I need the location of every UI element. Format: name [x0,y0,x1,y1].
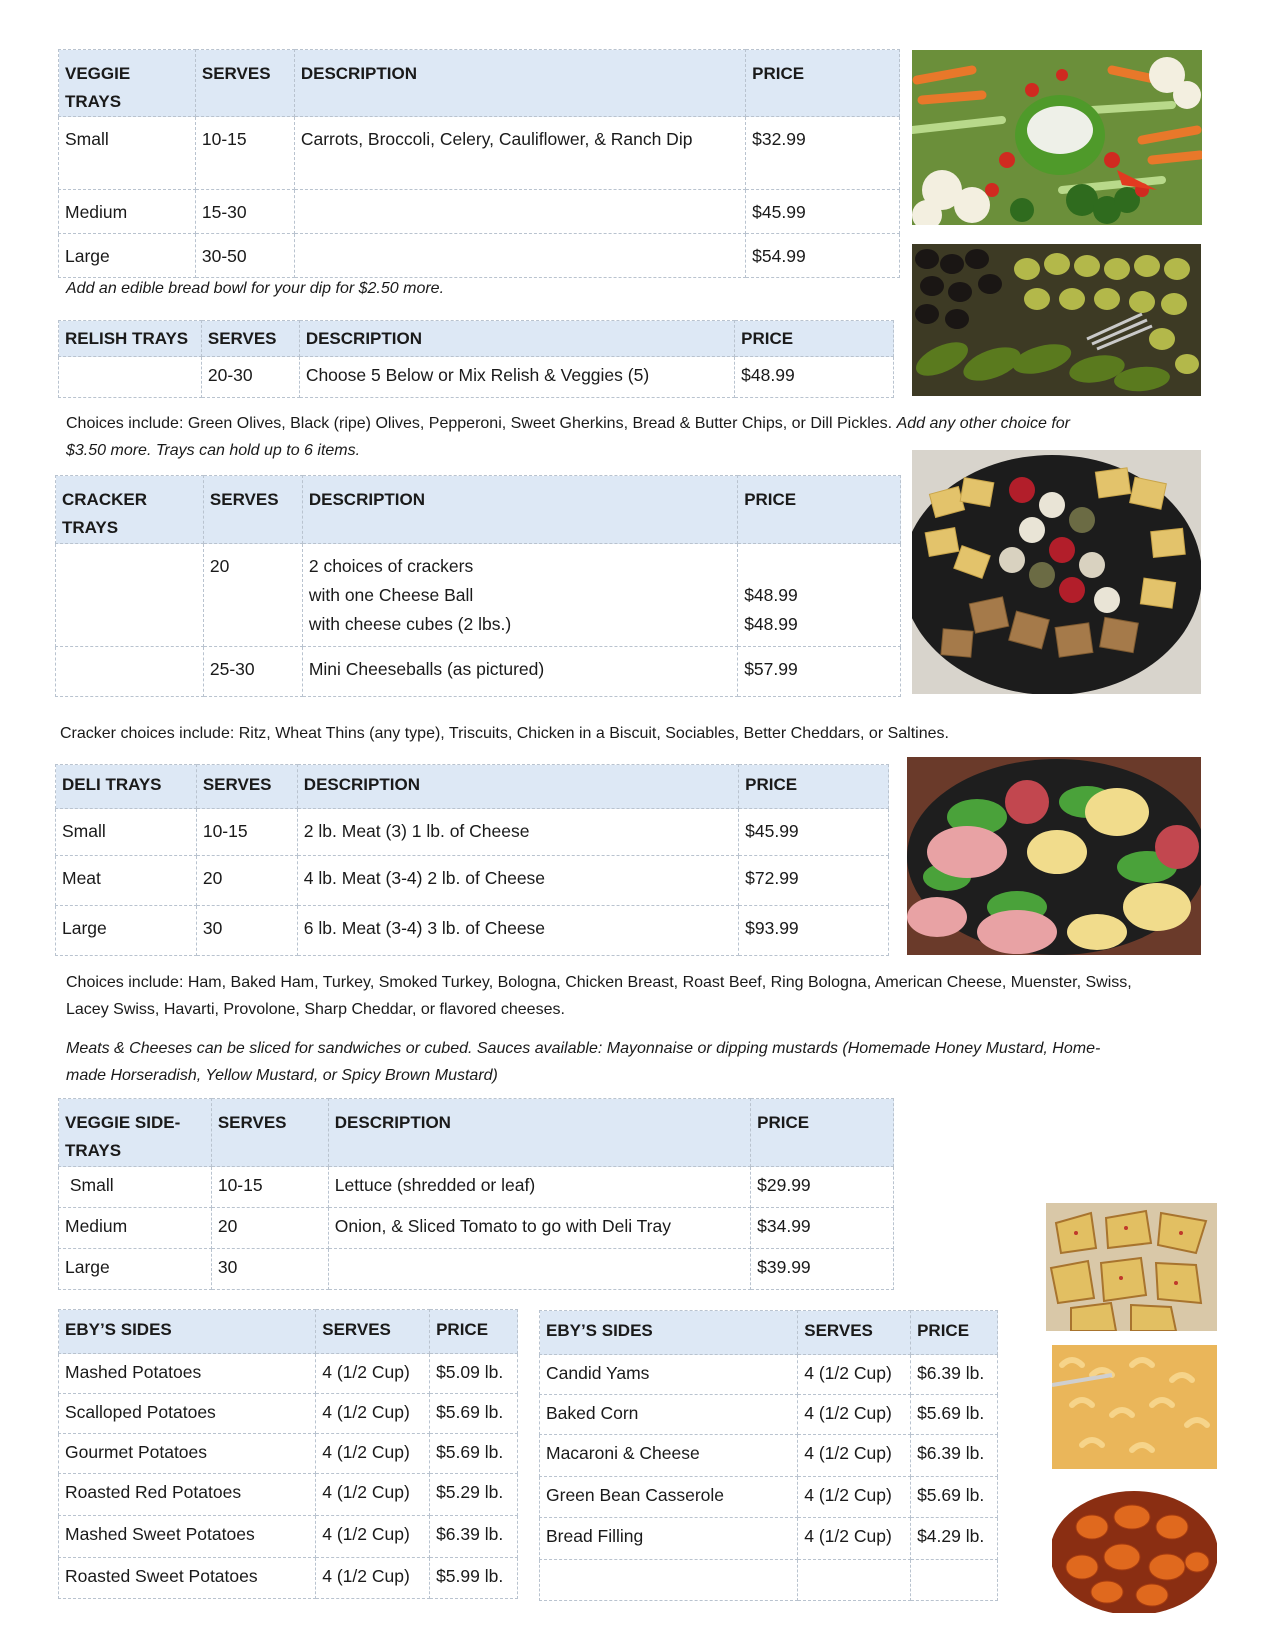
size-cell: Small [59,117,196,190]
price-line: $48.99 [744,614,798,634]
size-cell: Large [59,234,196,278]
table-header-row [59,50,900,117]
cracker-choices-text: Cracker choices include: Ritz, Wheat Thins (any type), Triscuits, Chicken in a Biscuit, Sociables, Better Cheddars, or Saltines. [60,725,949,742]
side-name-cell: Scalloped Potatoes [59,1394,316,1434]
size-cell: Large [56,906,197,956]
column-header: PRICE [735,321,894,357]
table-header-row [540,1311,998,1355]
table-row [59,190,900,234]
side-tray-header-line-1: VEGGIE SIDE- [65,1113,181,1132]
deli-sauces-line: Meats & Cheeses can be sliced for sandwiches or cubed. Sauces available: Mayonnaise or dipping mustards (Homemade Honey Mustard, Home- [66,1040,1101,1057]
side-name-cell: Roasted Red Potatoes [59,1474,316,1516]
column-header: SERVES [316,1310,430,1354]
price-cell: $54.99 [746,234,900,278]
veggie-side-trays-table [58,1098,894,1290]
cracker-header-line-1: CRACKER [62,490,147,509]
price-cell: $45.99 [739,809,889,856]
price-cell: $45.99 [746,190,900,234]
description-cell: 6 lb. Meat (3-4) 3 lb. of Cheese [297,906,738,956]
serves-cell: 4 (1/2 Cup) [798,1477,911,1518]
side-name-cell: Macaroni & Cheese [540,1435,798,1477]
candied-yams-photo [1052,1487,1217,1613]
serves-cell: 4 (1/2 Cup) [316,1474,430,1516]
table-header-row [56,765,889,809]
column-header: VEGGIE TRAYS [59,50,196,117]
deli-choices-line: Lacey Swiss, Havarti, Provolone, Sharp Cheddar, or flavored cheeses. [66,1001,565,1018]
size-cell: Small [59,1167,212,1208]
table-row [540,1355,998,1395]
price-cell [738,544,901,647]
size-cell: Large [59,1249,212,1290]
serves-cell [798,1560,911,1601]
column-header: PRICE [739,765,889,809]
side-name-cell: Gourmet Potatoes [59,1434,316,1474]
column-header: SERVES [195,50,294,117]
description-cell [328,1249,750,1290]
serves-cell: 30-50 [195,234,294,278]
price-cell: $48.99 [735,357,894,398]
veggie-tray-photo [912,50,1202,225]
size-cell [56,647,204,697]
table-header-row [56,476,901,544]
relish-extra-text: Add any other choice for [896,415,1070,432]
relish-tray-photo [912,244,1201,396]
column-header: PRICE [430,1310,518,1354]
serves-cell: 15-30 [195,190,294,234]
table-row [59,357,894,398]
side-name-cell: Candid Yams [540,1355,798,1395]
serves-cell: 20 [196,856,297,906]
serves-cell: 4 (1/2 Cup) [316,1516,430,1558]
column-header: DESCRIPTION [297,765,738,809]
serves-cell: 10-15 [211,1167,328,1208]
relish-trays-table [58,320,894,398]
column-header: DESCRIPTION [299,321,734,357]
table-row [540,1395,998,1435]
serves-cell: 20 [211,1208,328,1249]
deli-choices-note [66,969,1216,1023]
serves-cell: 4 (1/2 Cup) [316,1394,430,1434]
price-cell [911,1560,998,1601]
table-row [59,1167,894,1208]
side-name-cell: Roasted Sweet Potatoes [59,1558,316,1599]
price-cell: $6.39 lb. [911,1355,998,1395]
description-cell: 4 lb. Meat (3-4) 2 lb. of Cheese [297,856,738,906]
cracker-header-line-2: TRAYS [62,518,119,537]
column-header: DESCRIPTION [328,1099,750,1167]
description-cell: Onion, & Sliced Tomato to go with Deli Tray [328,1208,750,1249]
price-cell: $34.99 [751,1208,894,1249]
description-cell: 2 lb. Meat (3) 1 lb. of Cheese [297,809,738,856]
column-header: PRICE [746,50,900,117]
serves-cell: 25-30 [203,647,302,697]
column-header: PRICE [751,1099,894,1167]
table-row [59,117,900,190]
table-header-row [59,1310,518,1354]
column-header: DESCRIPTION [302,476,737,544]
cracker-trays-table [55,475,901,697]
serves-cell: 20 [203,544,302,647]
table-row [59,1249,894,1290]
side-name-cell: Mashed Potatoes [59,1354,316,1394]
table-row [540,1560,998,1601]
price-cell: $5.09 lb. [430,1354,518,1394]
serves-cell: 30 [196,906,297,956]
serves-cell: 4 (1/2 Cup) [798,1435,911,1477]
table-header-row [59,1099,894,1167]
table-row [56,809,889,856]
table-row [540,1518,998,1560]
serves-cell: 30 [211,1249,328,1290]
table-row [56,856,889,906]
price-cell: $39.99 [751,1249,894,1290]
cracker-choices-note [60,720,1190,747]
column-header: DELI TRAYS [56,765,197,809]
price-cell: $57.99 [738,647,901,697]
column-header: SERVES [196,765,297,809]
table-header-row [59,321,894,357]
description-cell [294,234,745,278]
table-row [540,1477,998,1518]
column-header: SERVES [211,1099,328,1167]
price-cell: $5.69 lb. [911,1395,998,1435]
column-header [56,476,204,544]
side-name-cell: Green Bean Casserole [540,1477,798,1518]
table-row [59,1474,518,1516]
price-cell: $5.29 lb. [430,1474,518,1516]
relish-choices-text: Choices include: Green Olives, Black (ripe) Olives, Pepperoni, Sweet Gherkins, Bread & Butter Chips, or Dill Pickles. [66,415,893,432]
column-header: PRICE [738,476,901,544]
table-row [59,1516,518,1558]
table-row [540,1435,998,1477]
table-row [59,1558,518,1599]
price-cell: $5.69 lb. [430,1394,518,1434]
price-cell: $6.39 lb. [430,1516,518,1558]
serves-cell: 4 (1/2 Cup) [316,1558,430,1599]
serves-cell: 4 (1/2 Cup) [798,1395,911,1435]
bread-bowl-note [66,275,444,302]
deli-tray-photo [907,757,1201,955]
table-row [56,906,889,956]
deli-choices-line: Choices include: Ham, Baked Ham, Turkey, Smoked Turkey, Bologna, Chicken Breast, Roast Beef, Ring Bologna, American Cheese, Muenster, Swiss, [66,974,1132,991]
veggie-trays-table [58,49,900,278]
column-header: DESCRIPTION [294,50,745,117]
size-cell: Medium [59,1208,212,1249]
description-cell: Carrots, Broccoli, Celery, Cauliflower, & Ranch Dip [294,117,745,190]
price-cell: $93.99 [739,906,889,956]
size-cell [59,357,202,398]
serves-cell: 10-15 [196,809,297,856]
serves-cell: 4 (1/2 Cup) [316,1434,430,1474]
size-cell: Medium [59,190,196,234]
side-name-cell: Bread Filling [540,1518,798,1560]
column-header: SERVES [201,321,299,357]
serves-cell: 10-15 [195,117,294,190]
table-row [59,1434,518,1474]
serves-cell: 4 (1/2 Cup) [316,1354,430,1394]
price-line: $48.99 [744,585,798,605]
serves-cell: 20-30 [201,357,299,398]
price-cell: $29.99 [751,1167,894,1208]
description-cell [294,190,745,234]
deli-sauces-note [66,1035,1216,1089]
side-name-cell [540,1560,798,1601]
roasted-potatoes-photo [1046,1203,1217,1331]
price-cell: $6.39 lb. [911,1435,998,1477]
deli-trays-table [55,764,889,956]
size-cell [56,544,204,647]
side-name-cell: Baked Corn [540,1395,798,1435]
description-cell [302,544,737,647]
description-line: 2 choices of crackers [308,556,474,576]
column-header: PRICE [911,1311,998,1355]
price-cell: $5.69 lb. [430,1434,518,1474]
table-row [59,1394,518,1434]
bread-bowl-note-text: Add an edible bread bowl for your dip for $2.50 more. [66,280,445,297]
ebys-sides-left-table [58,1309,518,1599]
price-cell: $5.69 lb. [911,1477,998,1518]
description-cell: Lettuce (shredded or leaf) [328,1167,750,1208]
table-row [56,647,901,697]
side-name-cell: Mashed Sweet Potatoes [59,1516,316,1558]
cracker-tray-photo [912,450,1201,694]
table-row [59,1354,518,1394]
price-cell: $32.99 [746,117,900,190]
table-row [56,544,901,647]
description-cell: Mini Cheeseballs (as pictured) [302,647,737,697]
size-cell: Small [56,809,197,856]
description-line: with cheese cubes (2 lbs.) [308,614,512,634]
ebys-sides-right-table [539,1310,998,1601]
price-cell: $72.99 [739,856,889,906]
description-line: with one Cheese Ball [308,585,474,605]
price-cell: $5.99 lb. [430,1558,518,1599]
relish-extra-text-2: $3.50 more. Trays can hold up to 6 items. [66,442,361,459]
macaroni-cheese-photo [1052,1345,1217,1469]
side-tray-header-line-2: TRAYS [65,1141,122,1160]
column-header: SERVES [798,1311,911,1355]
description-cell: Choose 5 Below or Mix Relish & Veggies (5) [299,357,734,398]
table-row [59,234,900,278]
size-cell: Meat [56,856,197,906]
serves-cell: 4 (1/2 Cup) [798,1355,911,1395]
column-header: EBY’S SIDES [540,1311,798,1355]
column-header: EBY’S SIDES [59,1310,316,1354]
column-header: RELISH TRAYS [59,321,202,357]
price-line [744,552,894,581]
table-row [59,1208,894,1249]
column-header: SERVES [203,476,302,544]
price-cell: $4.29 lb. [911,1518,998,1560]
column-header [59,1099,212,1167]
serves-cell: 4 (1/2 Cup) [798,1518,911,1560]
deli-sauces-line: made Horseradish, Yellow Mustard, or Spicy Brown Mustard) [66,1067,498,1084]
